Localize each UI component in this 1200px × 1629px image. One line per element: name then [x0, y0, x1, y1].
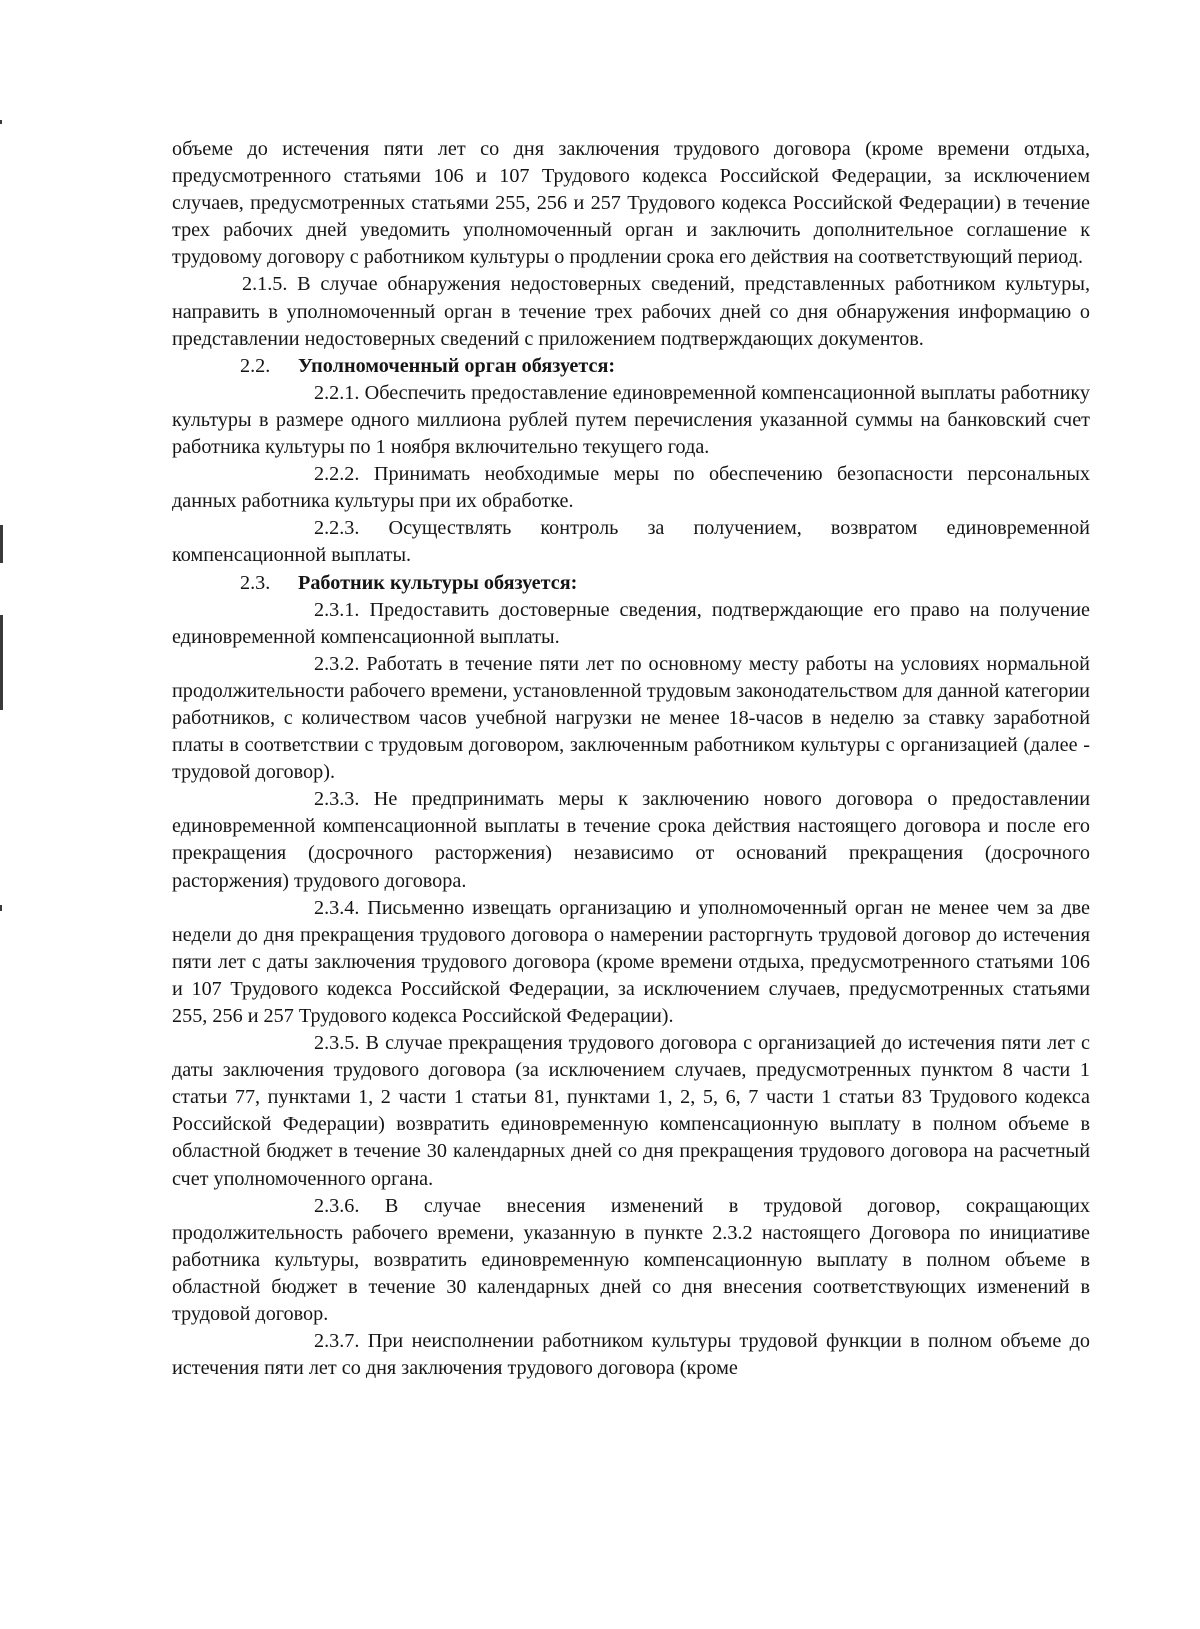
document-body [172, 136, 1090, 1382]
paragraph-2-3-7: 2.3.7. При неисполнении работником культуры трудовой функции в полном объеме до истечения пяти лет со дня заключения трудового договора (кроме [172, 1330, 1090, 1380]
paragraph-2-3-6: 2.3.6. В случае внесения изменений в трудовой договор, сокращающих продолжительность рабочего времени, указанную в пункте 2.3.2 настоящего Договора по инициативе работника культуры, возвратить единовременную компенсационную выплату в полном объеме в областной бюджет в течение 30 календарных дней со дня внесения соответствующих изменений в трудовой договор. [172, 1194, 1090, 1326]
section-title: Уполномоченный орган обязуется: [298, 354, 616, 377]
scan-edge-mark [0, 615, 3, 710]
section-title: Работник культуры обязуется: [298, 571, 578, 594]
section-heading-2-2 [172, 353, 1090, 380]
section-number: 2.2. [240, 354, 271, 377]
paragraph-2-2-2: 2.2.2. Принимать необходимые меры по обеспечению безопасности персональных данных работника культуры при их обработке. [172, 463, 1090, 513]
paragraph-2-3-1: 2.3.1. Предоставить достоверные сведения, подтверждающие его право на получение единовременной компенсационной выплаты. [172, 598, 1090, 648]
paragraph-2-3-4: 2.3.4. Письменно извещать организацию и уполномоченный орган не менее чем за две недели до дня прекращения трудового договора о намерении расторгнуть трудовой договор до истечения пяти лет с даты заключения трудового договора (кроме времени отдыха, предусмотренного статьями 106 и 107 Трудового кодекса Российской Федерации, за исключением случаев, предусмотренных статьями 255, 256 и 257 Трудового кодекса Российской Федерации). [172, 896, 1090, 1027]
paragraph-2-1-5: 2.1.5. В случае обнаружения недостоверных сведений, представленных работником культуры, направить в уполномоченный орган в течение трех рабочих дней со дня обнаружения информацию о представлении недостоверных сведений с приложением подтверждающих документов. [172, 273, 1090, 350]
scan-edge-mark [0, 905, 2, 911]
paragraph-2-3-5: 2.3.5. В случае прекращения трудового договора с организацией до истечения пяти лет с даты заключения трудового договора (за исключением случаев, предусмотренных пунктом 8 части 1 статьи 77, пунктами 1, 2 части 1 статьи 81, пунктами 1, 2, 5, 6, 7 части 1 статьи 83 Трудового кодекса Российской Федерации) возвратить единовременную компенсационную выплату в полном объеме в областной бюджет в течение 30 календарных дней со дня прекращения трудового договора на расчетный счет уполномоченного органа. [172, 1032, 1090, 1190]
paragraph-intro: объеме до истечения пяти лет со дня заключения трудового договора (кроме времени отдыха, предусмотренного статьями 106 и 107 Трудового кодекса Российской Федерации, за исключением случаев, предусмотренных статьями 255, 256 и 257 Трудового кодекса Российской Федерации) в течение трех рабочих дней уведомить уполномоченный орган и заключить дополнительное соглашение к трудовому договору с работником культуры о продлении срока его действия на соответствующий период. [172, 138, 1090, 269]
paragraph-2-2-3: 2.2.3. Осуществлять контроль за получением, возвратом единовременной компенсационной выплаты. [172, 517, 1090, 567]
paragraph-2-3-2: 2.3.2. Работать в течение пяти лет по основному месту работы на условиях нормальной продолжительности рабочего времени, установленной трудовым законодательством для данной категории работников, с количеством часов учебной нагрузки не менее 18-часов в неделю за ставку заработной платы в соответствии с трудовым договором, заключенным работником культуры с организацией (далее - трудовой договор). [172, 652, 1090, 784]
section-number: 2.3. [240, 571, 271, 594]
paragraph-2-2-1: 2.2.1. Обеспечить предоставление единовременной компенсационной выплаты работнику культуры в размере одного миллиона рублей путем перечисления указанной суммы на банковский счет работника культуры по 1 ноября включительно текущего года. [172, 381, 1090, 459]
section-heading-2-3 [172, 570, 1090, 597]
paragraph-2-3-3: 2.3.3. Не предпринимать меры к заключению нового договора о предоставлении единовременной компенсационной выплаты в течение срока действия настоящего договора и после его прекращения (досрочного расторжения) независимо от оснований прекращения (досрочного расторжения) трудового договора. [172, 788, 1090, 892]
scan-edge-mark [0, 525, 3, 563]
scan-edge-mark [0, 120, 2, 124]
